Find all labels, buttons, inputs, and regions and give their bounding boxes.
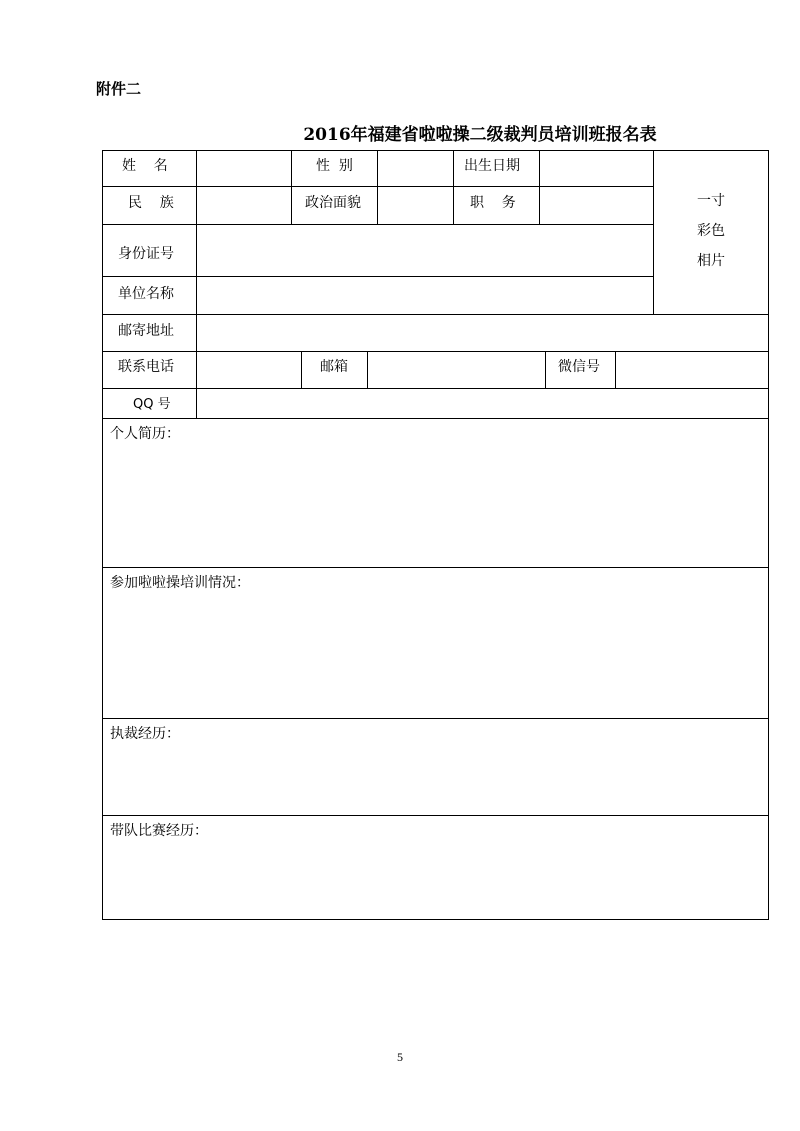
row-divider: [102, 718, 769, 719]
qq-field[interactable]: [197, 389, 768, 418]
form-title: 2016年福建省啦啦操二级裁判员培训班报名表: [303, 125, 657, 145]
political-status-field[interactable]: [378, 187, 452, 224]
row-divider: [102, 815, 769, 816]
ethnicity-label: 民 族: [128, 195, 174, 211]
phone-label: 联系电话: [118, 359, 174, 375]
cheer-training-label: 参加啦啦操培训情况：: [110, 575, 250, 591]
photo-line-1: 一寸: [697, 193, 725, 209]
organization-field[interactable]: [197, 277, 652, 314]
team-competition-field[interactable]: [103, 839, 768, 919]
table-border-bottom: [102, 919, 769, 920]
judging-experience-label: 执裁经历：: [110, 726, 180, 742]
organization-label: 单位名称: [118, 286, 174, 302]
id-number-field[interactable]: [197, 225, 652, 276]
judging-experience-field[interactable]: [103, 742, 768, 815]
ethnicity-field[interactable]: [197, 187, 290, 224]
photo-placeholder: [653, 186, 769, 276]
col-divider: [453, 150, 454, 224]
mailing-address-label: 邮寄地址: [118, 323, 174, 339]
col-divider: [301, 351, 302, 388]
email-label: 邮箱: [320, 359, 348, 375]
photo-line-2: 彩色: [697, 223, 725, 239]
col-divider: [291, 150, 292, 224]
page-number: 5: [397, 1050, 403, 1064]
gender-field[interactable]: [378, 151, 452, 186]
id-number-label: 身份证号: [118, 246, 174, 262]
phone-field[interactable]: [197, 352, 301, 388]
gender-label: 性 别: [316, 158, 353, 174]
row-divider: [102, 418, 769, 419]
birth-date-field[interactable]: [540, 151, 652, 186]
position-label: 职 务: [470, 195, 516, 211]
mailing-address-field[interactable]: [197, 315, 768, 351]
email-field[interactable]: [368, 352, 545, 388]
name-field[interactable]: [197, 151, 290, 186]
position-field[interactable]: [540, 187, 652, 224]
photo-line-3: 相片: [697, 253, 725, 269]
row-divider: [102, 567, 769, 568]
cheer-training-field[interactable]: [103, 591, 768, 718]
resume-label: 个人简历：: [110, 426, 180, 442]
birth-date-label: 出生日期: [464, 158, 520, 174]
political-status-label: 政治面貌: [305, 195, 361, 211]
col-divider: [545, 351, 546, 388]
name-label: 姓 名: [122, 158, 168, 174]
resume-field[interactable]: [103, 442, 768, 567]
qq-label: QQ 号: [133, 397, 171, 412]
wechat-label: 微信号: [558, 359, 600, 375]
team-competition-label: 带队比赛经历：: [110, 823, 208, 839]
attachment-label: 附件二: [96, 80, 142, 98]
wechat-field[interactable]: [616, 352, 768, 388]
